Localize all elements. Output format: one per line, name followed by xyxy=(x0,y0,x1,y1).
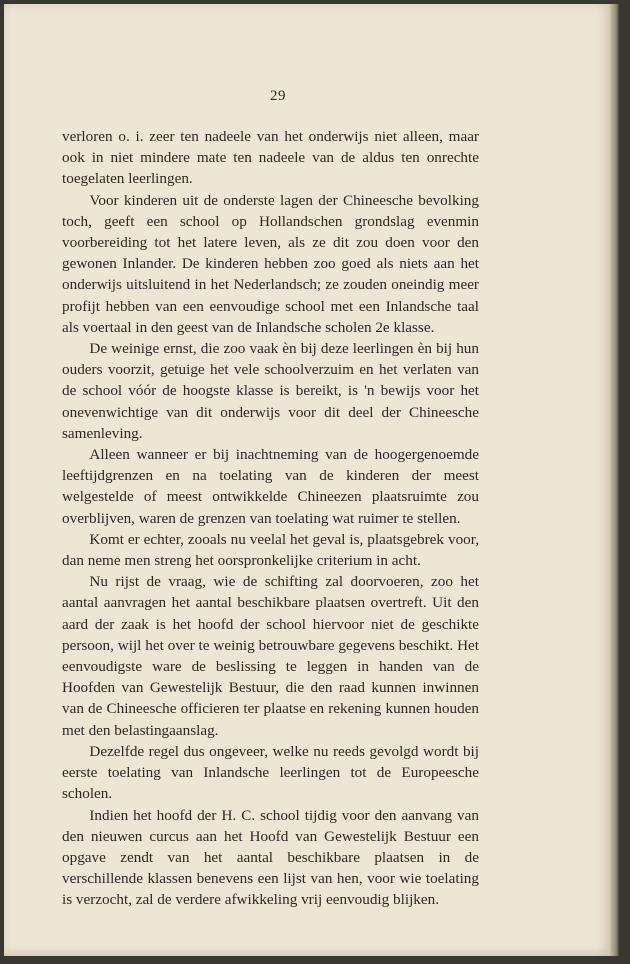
paragraph: Nu rijst de vraag, wie de schifting zal doorvoeren, zoo het aantal aanvragen het aantal beschikbare plaatsen overtreft. Uit den aard der zaak is het hoofd der school hiervoor niet de geschikte persoon, wijl het over te weinig betrouwbare gegevens beschikt. Het eenvoudigste ware de beslissing te leggen in handen van de Hoofden van Gewestelijk Bestuur, die den raad kunnen inwinnen van de Chineesche officieren ter plaatse en rekening kunnen houden met den belastingaanslag. xyxy=(62,573,479,739)
paragraph: Alleen wanneer er bij inachtneming van de hoogergenoemde leeftijdgrenzen en na toelating van de kinderen der meest welgestelde of meest ontwikkelde Chineezen plaatsruimte zou overblijven, waren de grenzen van toelating wat ruimer te stellen. xyxy=(62,446,479,527)
paragraph: Indien het hoofd der H. C. school tijdig voor den aanvang van den nieuwen curcus aan het Hoofd van Gewestelijk Bestuur een opgave zendt van het aantal beschikbare plaatsen in de verschillende klassen benevens een lijst van hen, voor wie toelating is verzocht, zal de verdere afwikkeling vrij eenvoudig blijken. xyxy=(62,806,479,909)
page-number: 29 xyxy=(270,88,286,104)
paragraph: Komt er echter, zooals nu veelal het geval is, plaatsgebrek voor, dan neme men streng het oorspronkelijke criterium in acht. xyxy=(62,530,479,570)
book-page xyxy=(4,4,610,956)
body-text xyxy=(62,126,479,911)
paragraph: verloren o. i. zeer ten nadeele van het onderwijs niet alleen, maar ook in niet mindere mate ten nadeele van de aldus ten onrechte toegelaten leerlingen. xyxy=(62,128,479,188)
paragraph: Voor kinderen uit de onderste lagen der Chineesche bevolking toch, geeft een school op Hollandschen grondslag evenmin voorbereiding tot het latere leven, als ze dit zou doen voor den gewonen Inlander. De kinderen hebben zoo goed als niets aan het onderwijs uitsluitend in het Nederlandsch; ze zouden oneindig meer profijt hebben van een eenvoudige school met een Inlandsche taal als voertaal in den geest van de Inlandsche scholen 2e klasse. xyxy=(62,191,479,336)
book-spine-edge xyxy=(610,4,619,956)
paragraph: Dezelfde regel dus ongeveer, welke nu reeds gevolgd wordt bij eerste toelating van Inlandsche leerlingen tot de Europeesche scholen. xyxy=(62,742,479,803)
paragraph: De weinige ernst, die zoo vaak èn bij deze leerlingen èn bij hun ouders voorzit, getuige het vele schoolverzuim en het verlaten van de school vóór de hoogste klasse is bereikt, is 'n bewijs voor het onevenwichtige van dit onderwijs voor dit deel der Chineesche samenleving. xyxy=(62,340,479,442)
